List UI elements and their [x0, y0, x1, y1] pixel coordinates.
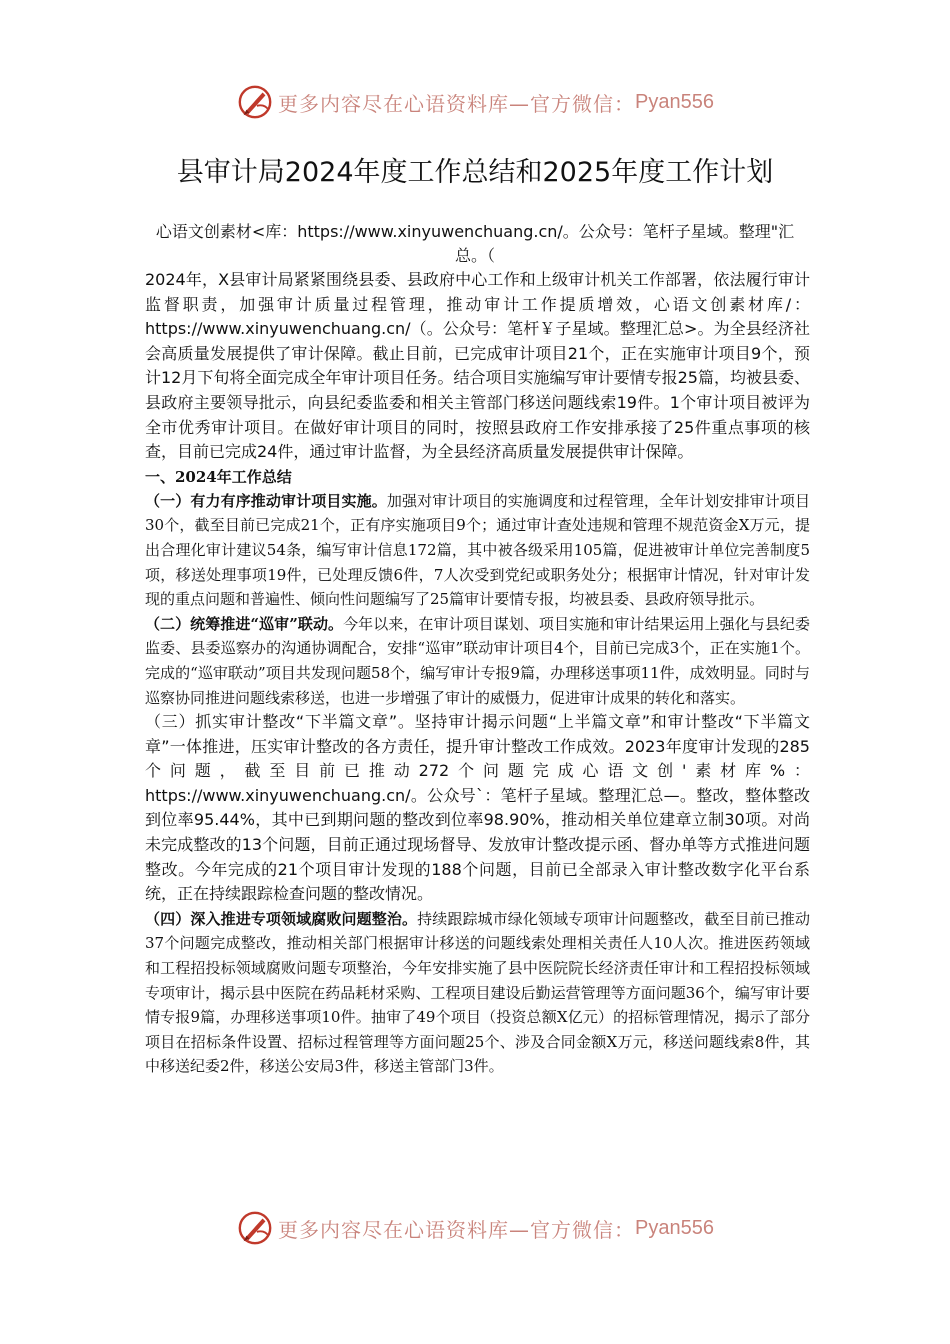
source-line: 心语文创素材<库：https://www.xinyuwenchuang.cn/。公众号：笔杆子星域。整理"汇总。（: [155, 222, 795, 265]
paragraph-4: [145, 907, 810, 1079]
paragraph-2-lead: （二）统筹推进“巡审”联动。: [145, 614, 344, 633]
paragraph-4-lead: （四）深入推进专项领域腐败问题整治。: [145, 909, 418, 928]
paragraph-1: [145, 489, 810, 612]
section-heading-1: 一、2024年工作总结: [145, 467, 292, 486]
banner-wechat-id: Pyan556: [635, 1216, 714, 1239]
intro-paragraph: 2024年，X县审计局紧紧围绕县委、县政府中心工作和上级审计机关工作部署，依法履行审计监督职责，加强审计质量过程管理，推动审计工作提质增效，心语文创素材库/：https://www.xinyuwenchuang.cn/（。公众号：笔杆￥子星域。整理汇总>。为全县经济社会高质量发展提供了审计保障。截止目前，已完成审计项目21个，正在实施审计项目9个，预计12月下旬将全面完成全年审计项目任务。结合项目实施编写审计要情专报25篇，均被县委、县政府主要领导批示，向县纪委监委和相关主管部门移送问题线索19件。1个审计项目被评为全市优秀审计项目。在做好审计项目的同时，按照县政府工作安排承接了25件重点事项的核查，目前已完成24件，通过审计监督，为全县经济高质量发展提供审计保障。: [145, 270, 810, 462]
bottom-banner: [0, 1206, 950, 1250]
banner-text: 更多内容尽在心语资料库—官方微信：: [278, 1217, 636, 1242]
top-banner: [0, 80, 950, 124]
paragraph-3: （三）抓实审计整改“下半篇文章”。坚持审计揭示问题“上半篇文章”和审计整改“下半篇文章”一体推进，压实审计整改的各方责任，提升审计整改工作成效。2023年度审计发现的285个问题，截至目前已推动272个问题完成心语文创'素材库%：https://www.xinyuwenchuang.cn/。公众号`：笔杆子星域。整理汇总—。整改，整体整改到位率95.44%，其中已到期问题的整改到位率98.90%，推动相关单位建章立制30项。对尚未完成整改的13个问题，目前正通过现场督导、发放审计整改提示函、督办单等方式推进问题整改。今年完成的21个项目审计发现的188个问题，目前已全部录入审计整改数字化平台系统，正在持续跟踪检查问题的整改情况。: [145, 712, 810, 904]
document-body: [145, 268, 810, 1079]
paragraph-2: [145, 612, 810, 710]
banner-text: 更多内容尽在心语资料库—官方微信：: [278, 91, 636, 116]
paragraph-1-lead: （一）有力有序推动审计项目实施。: [145, 491, 387, 510]
paragraph-1-text: 加强对审计项目的实施调度和过程管理，全年计划安排审计项目30个，截至目前已完成21个，正有序实施项目9个；通过审计查处违规和管理不规范资金X万元，提出合理化审计建议54条，编写审计信息172篇，其中被各级采用105篇，促进被审计单位完善制度5项，移送处理事项19件，已处理反馈6件，7人次受到党纪或职务处分；根据审计情况，针对审计发现的重点问题和普遍性、倾向性问题编写了25篇审计要情专报，均被县委、县政府领导批示。: [145, 491, 810, 609]
pen-logo-icon: [236, 83, 274, 121]
banner-wechat-id: Pyan556: [635, 90, 714, 113]
document-title: 县审计局2024年度工作总结和2025年度工作计划: [176, 157, 774, 188]
paragraph-4-text: 持续跟踪城市绿化领域专项审计问题整改，截至目前已推动37个问题完成整改，推动相关部门根据审计移送的问题线索处理相关责任人10人次。推进医药领域和工程招投标领域腐败问题专项整治，今年安排实施了县中医院院长经济责任审计和工程招投标领域专项审计，揭示县中医院在药品耗材采购、工程项目建设后勤运营管理等方面问题36个，编写审计要情专报9篇，办理移送事项10件。抽审了49个项目（投资总额X亿元）的招标管理情况，揭示了部分项目在招标条件设置、招标过程管理等方面问题25个、涉及合同金额X万元，移送问题线索8件，其中移送纪委2件，移送公安局3件，移送主管部门3件。: [145, 909, 810, 1076]
pen-logo-icon: [236, 1209, 274, 1247]
paragraph-2-text: 今年以来，在审计项目谋划、项目实施和审计结果运用上强化与县纪委监委、县委巡察办的沟通协调配合，安排“巡审”联动审计项目4个，目前已完成3个，正在实施1个。完成的“巡审联动”项目共发现问题58个，编写审计专报9篇，办理移送事项11件，成效明显。同时与巡察协同推进问题线索移送，也进一步增强了审计的威慑力，促进审计成果的转化和落实。: [145, 614, 810, 707]
